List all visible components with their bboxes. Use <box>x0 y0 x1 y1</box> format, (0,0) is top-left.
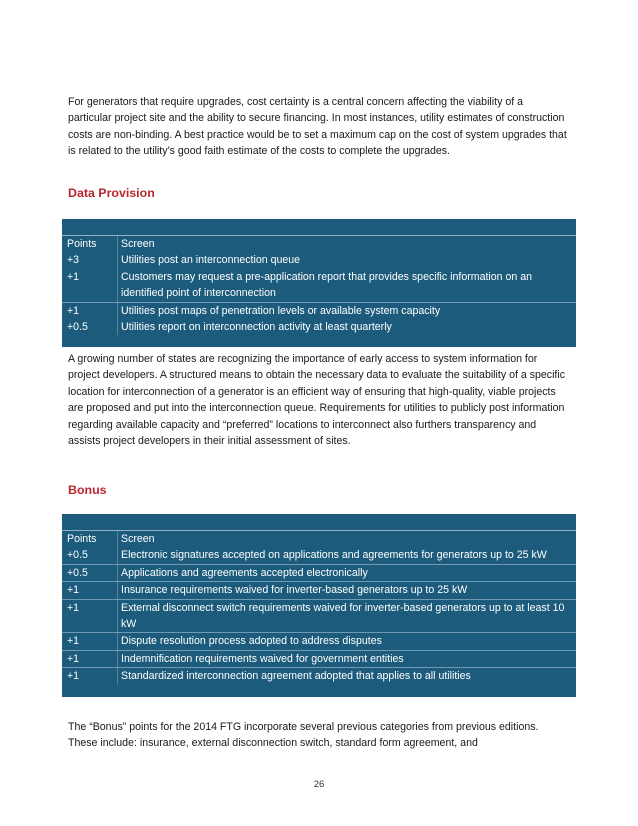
screen-cell: Dispute resolution process adopted to address disputes <box>117 633 576 649</box>
table-row <box>62 582 576 599</box>
table-row <box>62 269 576 303</box>
page-number: 26 <box>313 779 325 790</box>
screen-column-header: Screen <box>117 531 576 547</box>
bonus-table <box>62 514 576 697</box>
intro-paragraph: For generators that require upgrades, cost certainty is a central concern affecting the viability of a particular project site and the ability to secure financing. In most instances, utility estimates of construction costs are non-binding. A best practice would be to set a maximum cap on the cost of system upgrades that is related to the utility’s good faith estimate of the costs to complete the upgrades. <box>68 96 567 158</box>
table-row <box>62 600 576 634</box>
table-header-row <box>62 531 576 547</box>
data-provision-heading: Data Provision <box>68 186 155 200</box>
screen-cell: Applications and agreements accepted electronically <box>117 565 576 581</box>
screen-cell: Indemnification requirements waived for government entities <box>117 651 576 667</box>
points-column-header: Points <box>67 533 97 545</box>
table-row <box>62 319 576 335</box>
points-cell: +1 <box>67 601 80 614</box>
screen-cell: Utilities post an interconnection queue <box>117 252 576 268</box>
table-row <box>62 303 576 319</box>
closing-paragraph: The “Bonus” points for the 2014 FTG incorporate several previous categories from previous editions. These include: insurance, external disconnection switch, standard form agreement, and <box>68 721 539 750</box>
screen-column-header: Screen <box>117 236 576 252</box>
points-cell: +0.5 <box>67 566 88 579</box>
screen-cell: Insurance requirements waived for inverter-based generators up to 25 kW <box>117 582 576 598</box>
points-column-header: Points <box>67 238 97 250</box>
screen-cell: Electronic signatures accepted on applications and agreements for generators up to 25 kW <box>117 547 576 563</box>
table-row <box>62 668 576 684</box>
points-cell: +3 <box>67 254 80 267</box>
points-cell: +1 <box>67 635 80 648</box>
data-provision-table <box>62 219 576 347</box>
points-cell: +0.5 <box>67 549 88 562</box>
points-cell: +1 <box>67 652 80 665</box>
points-cell: +1 <box>67 584 80 597</box>
points-cell: +1 <box>67 270 80 283</box>
table-row <box>62 633 576 650</box>
screen-cell: Standardized interconnection agreement adopted that applies to all utilities <box>117 668 576 684</box>
table-row <box>62 547 576 564</box>
screen-cell: Utilities report on interconnection activity at least quarterly <box>117 319 576 335</box>
bonus-heading: Bonus <box>68 483 107 497</box>
middle-paragraph: A growing number of states are recognizing the importance of early access to system information for project developers. A structured means to obtain the necessary data to evaluate the suitability of a specific location for interconnection of a generator is an efficient way of ensuring that high-quality, viable projects are proposed and put into the interconnection queue. Requirements for utilities to publicly post information regarding available capacity and “preferred” locations to interconnect also furthers transparency and assists project developers in their initial assessment of sites. <box>68 353 566 448</box>
points-cell: +0.5 <box>67 321 88 334</box>
table-row <box>62 651 576 668</box>
points-cell: +1 <box>67 670 80 683</box>
screen-cell: Utilities post maps of penetration levels or available system capacity <box>117 303 576 319</box>
table-row <box>62 252 576 268</box>
table-header-row <box>62 236 576 252</box>
screen-cell: Customers may request a pre-application report that provides specific information on an identified point of interconnection <box>117 269 576 302</box>
screen-cell: External disconnect switch requirements waived for inverter-based generators up to at least 10 kW <box>117 600 576 633</box>
points-cell: +1 <box>67 304 80 317</box>
table-row <box>62 565 576 582</box>
